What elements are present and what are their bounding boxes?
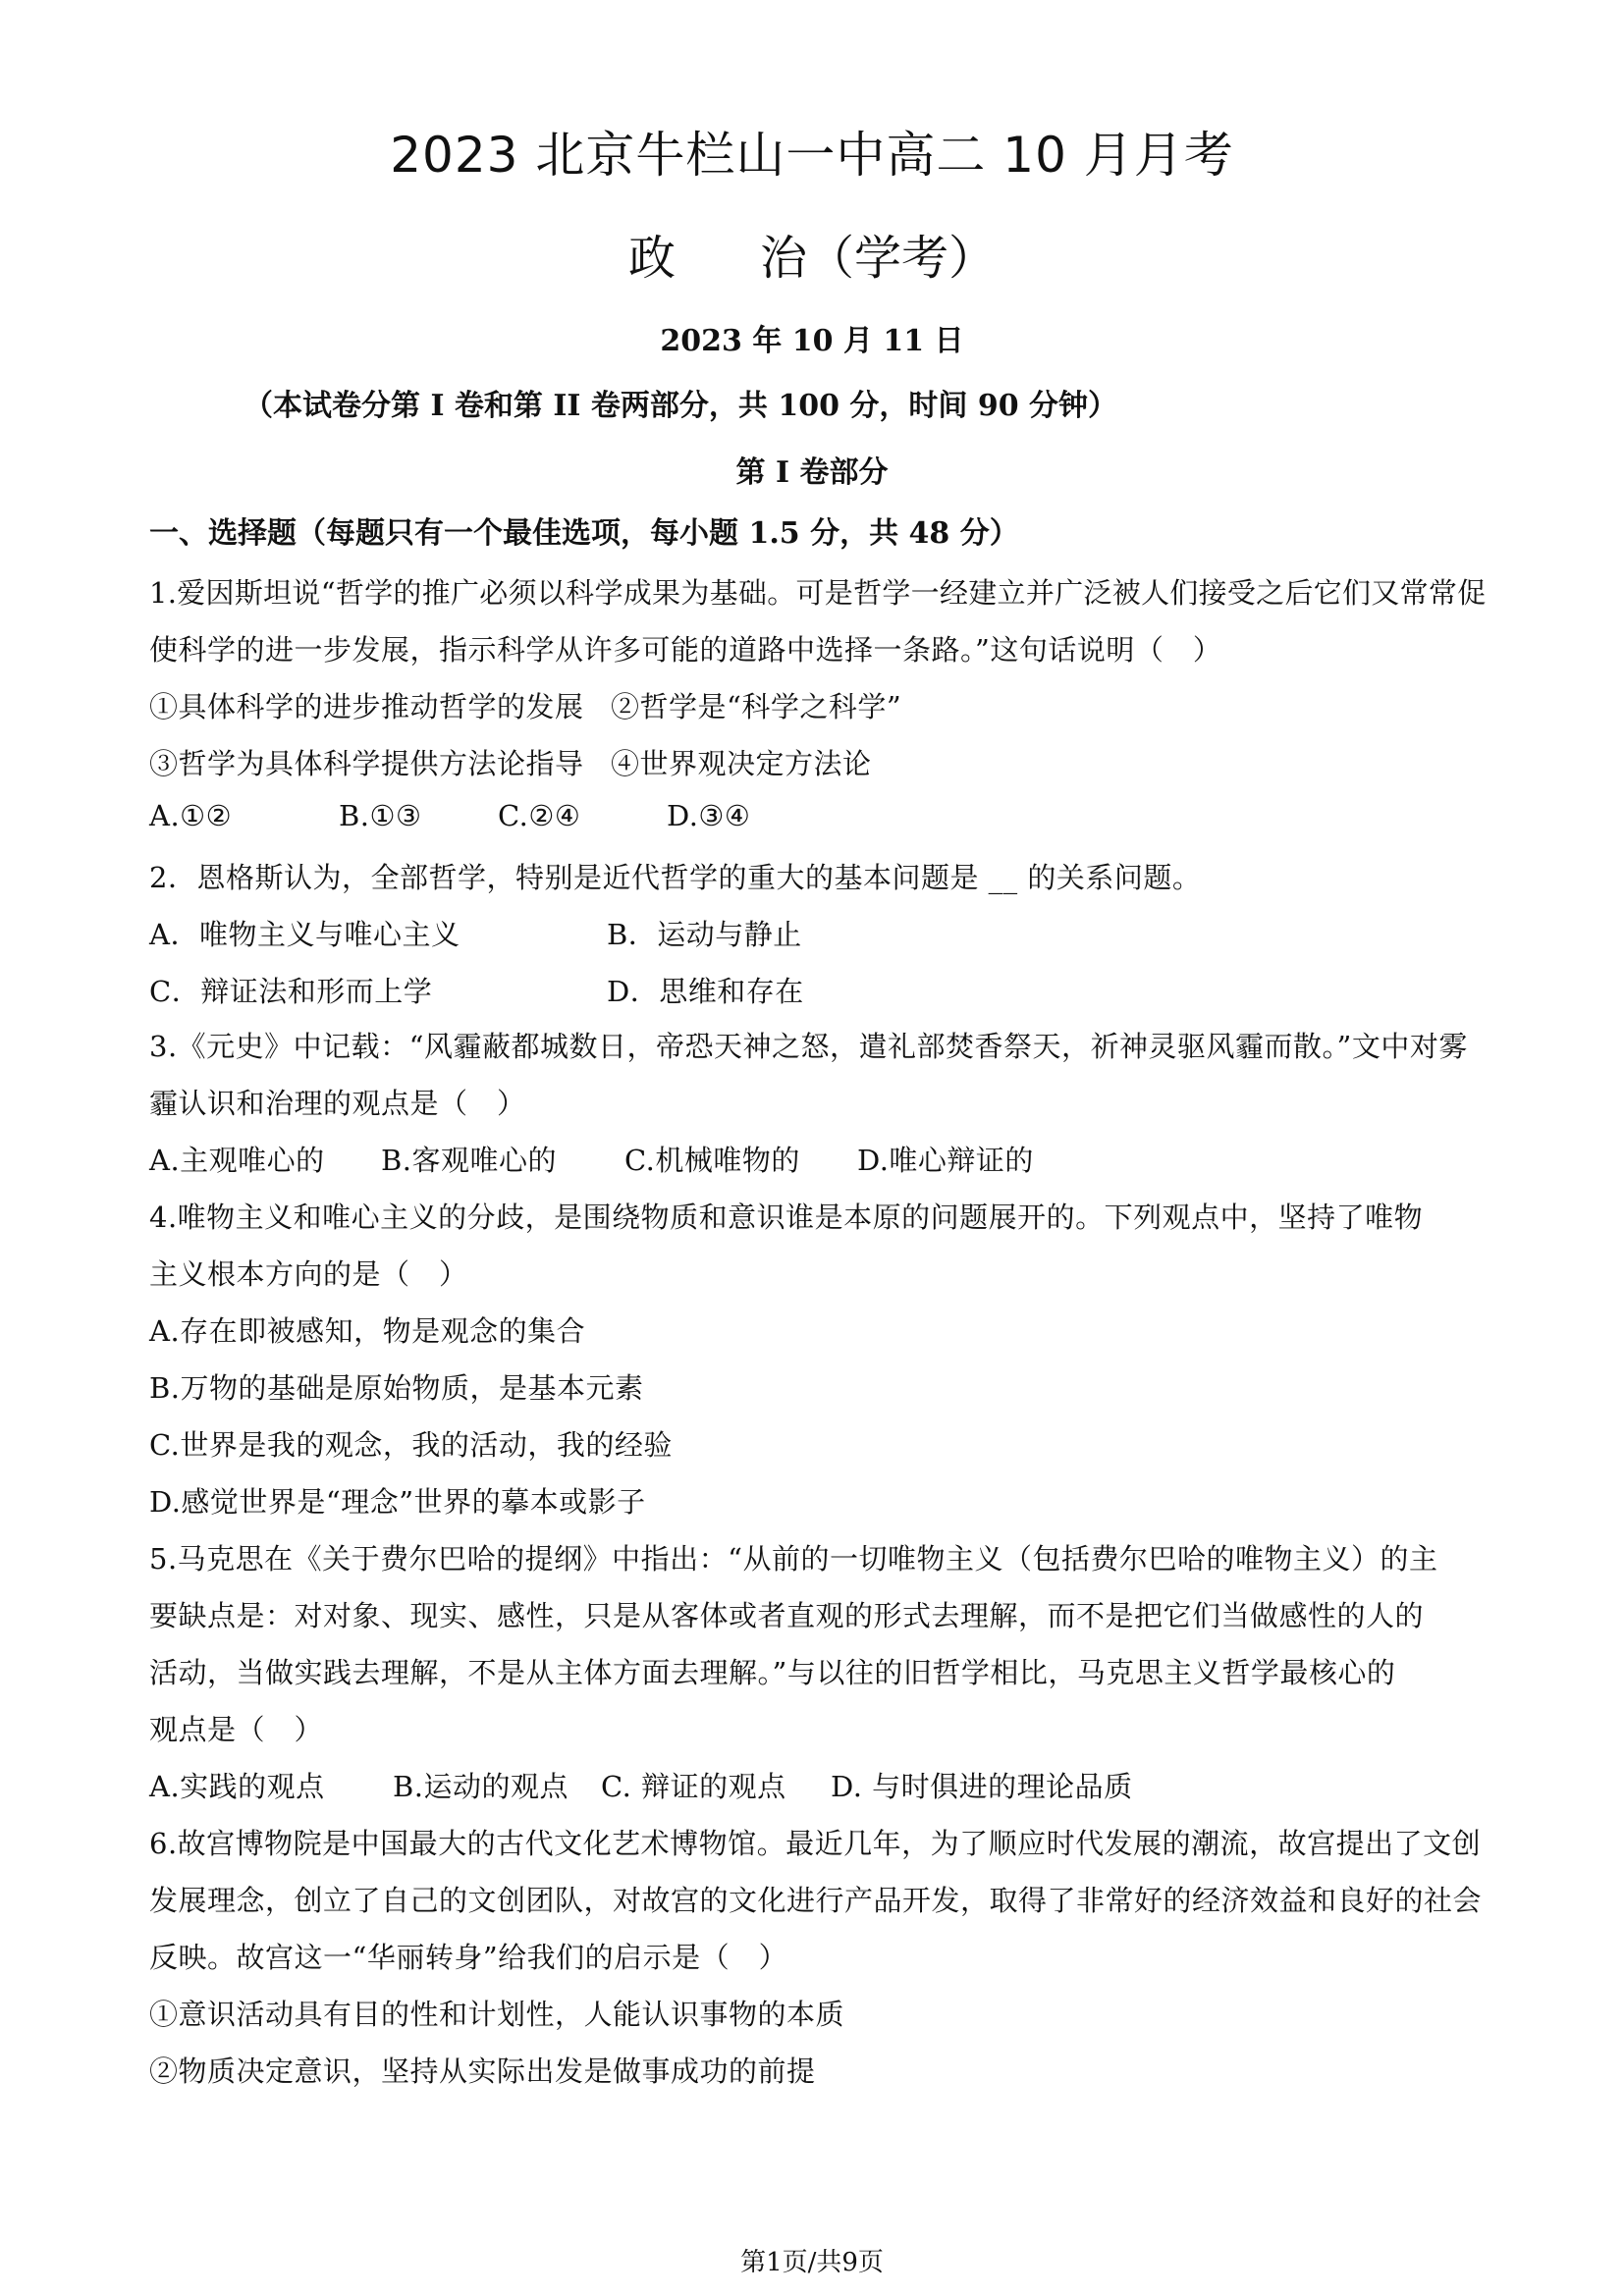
subject-right: 治（学考） [760,231,997,286]
q1-statement-1: ①具体科学的进步推动哲学的发展 [149,690,584,723]
q1-statement-3: ③哲学为具体科学提供方法论指导 [149,747,584,780]
q3-option-c: C.机械唯物的 [624,1144,800,1177]
q4-stem-line2: 主义根本方向的是（ ） [149,1257,468,1291]
q2-options-row1 [149,913,802,953]
q5-stem-line4: 观点是（ ） [149,1713,324,1746]
q5-stem-line3: 活动，当做实践去理解，不是从主体方面去理解。”与以往的旧哲学相比，马克思主义哲学最核心的 [149,1656,1396,1689]
q1-statement-2: ②哲学是“科学之科学” [611,690,902,723]
q1-option-c: C.②④ [498,799,581,832]
q4-option-c: C.世界是我的观念，我的活动，我的经验 [149,1428,673,1462]
q1-statements-row2 [149,742,872,782]
q1-option-b: B.①③ [339,799,422,832]
q1-statement-4: ④世界观决定方法论 [611,747,872,780]
exam-date: 2023 年 10 月 11 日 [660,324,964,358]
q1-stem-line2: 使科学的进一步发展，指示科学从许多可能的道路中选择一条路。”这句话说明（ ） [149,633,1222,667]
q2-stem: 2．恩格斯认为，全部哲学，特别是近代哲学的重大的基本问题是 __ 的关系问题。 [149,861,1202,894]
q5-options [149,1765,1133,1805]
q2-options-row2 [149,970,804,1010]
q6-stem-line3: 反映。故宫这一“华丽转身”给我们的启示是（ ） [149,1941,788,1974]
q4-option-d: D.感觉世界是“理念”世界的摹本或影子 [149,1485,646,1519]
subject-title [0,220,1624,288]
q3-option-d: D.唯心辩证的 [857,1144,1034,1177]
q2-option-d: D．思维和存在 [607,975,804,1008]
q3-stem-line2: 霾认识和治理的观点是（ ） [149,1087,526,1120]
q3-option-b: B.客观唯心的 [381,1144,558,1177]
q5-option-b: B.运动的观点 [393,1770,569,1803]
q6-statement-2: ②物质决定意识，坚持从实际出发是做事成功的前提 [149,2055,816,2088]
q4-stem-line1: 4.唯物主义和唯心主义的分歧，是围绕物质和意识谁是本原的问题展开的。下列观点中，坚持了唯物 [149,1201,1424,1234]
exam-title: 2023 北京牛栏山一中高二 10 月月考 [390,127,1234,184]
q6-stem-line2: 发展理念，创立了自己的文创团队，对故宫的文化进行产品开发，取得了非常好的经济效益和良好的社会 [149,1884,1483,1917]
q4-option-b: B.万物的基础是原始物质，是基本元素 [149,1371,644,1405]
q2-option-c: C．辩证法和形而上学 [149,975,433,1008]
q3-stem-line1: 3.《元史》中记载：“风霾蔽都城数日，帝恐天神之怒，遣礼部焚香祭天，祈神灵驱风霾而散。”文中对雾 [149,1030,1468,1063]
q2-option-b: B．运动与静止 [607,918,802,951]
subject-left: 政 [627,231,676,286]
q3-options [149,1139,1034,1179]
q5-option-d: D. 与时俱进的理论品质 [831,1770,1133,1803]
q5-option-a: A.实践的观点 [149,1770,325,1803]
q2-option-a: A．唯物主义与唯心主义 [149,918,460,951]
exam-notice: （本试卷分第 I 卷和第 II 卷两部分，共 100 分，时间 90 分钟） [244,389,1118,423]
q3-option-a: A.主观唯心的 [149,1144,325,1177]
q4-option-a: A.存在即被感知，物是观念的集合 [149,1314,586,1348]
section-heading: 一、选择题（每题只有一个最佳选项，每小题 1.5 分，共 48 分） [149,516,1019,551]
page-number: 第1页/共9页 [740,2248,884,2277]
q1-option-d: D.③④ [667,799,751,832]
q5-option-c: C. 辩证的观点 [601,1770,786,1803]
part-heading: 第 I 卷部分 [735,455,889,490]
q1-statements-row1 [149,685,901,725]
q1-options [149,799,750,832]
q5-stem-line1: 5.马克思在《关于费尔巴哈的提纲》中指出：“从前的一切唯物主义（包括费尔巴哈的唯物主义）的主 [149,1542,1438,1575]
q5-stem-line2: 要缺点是：对对象、现实、感性，只是从客体或者直观的形式去理解，而不是把它们当做感性的人的 [149,1599,1425,1632]
q1-stem-line1: 1.爱因斯坦说“哲学的推广必须以科学成果为基础。可是哲学一经建立并广泛被人们接受之后它们又常常促 [149,576,1487,610]
q1-option-a: A.①② [149,799,233,832]
q6-statement-1: ①意识活动具有目的性和计划性，人能认识事物的本质 [149,1998,845,2031]
q6-stem-line1: 6.故宫博物院是中国最大的古代文化艺术博物馆。最近几年，为了顺应时代发展的潮流，故宫提出了文创 [149,1827,1482,1860]
